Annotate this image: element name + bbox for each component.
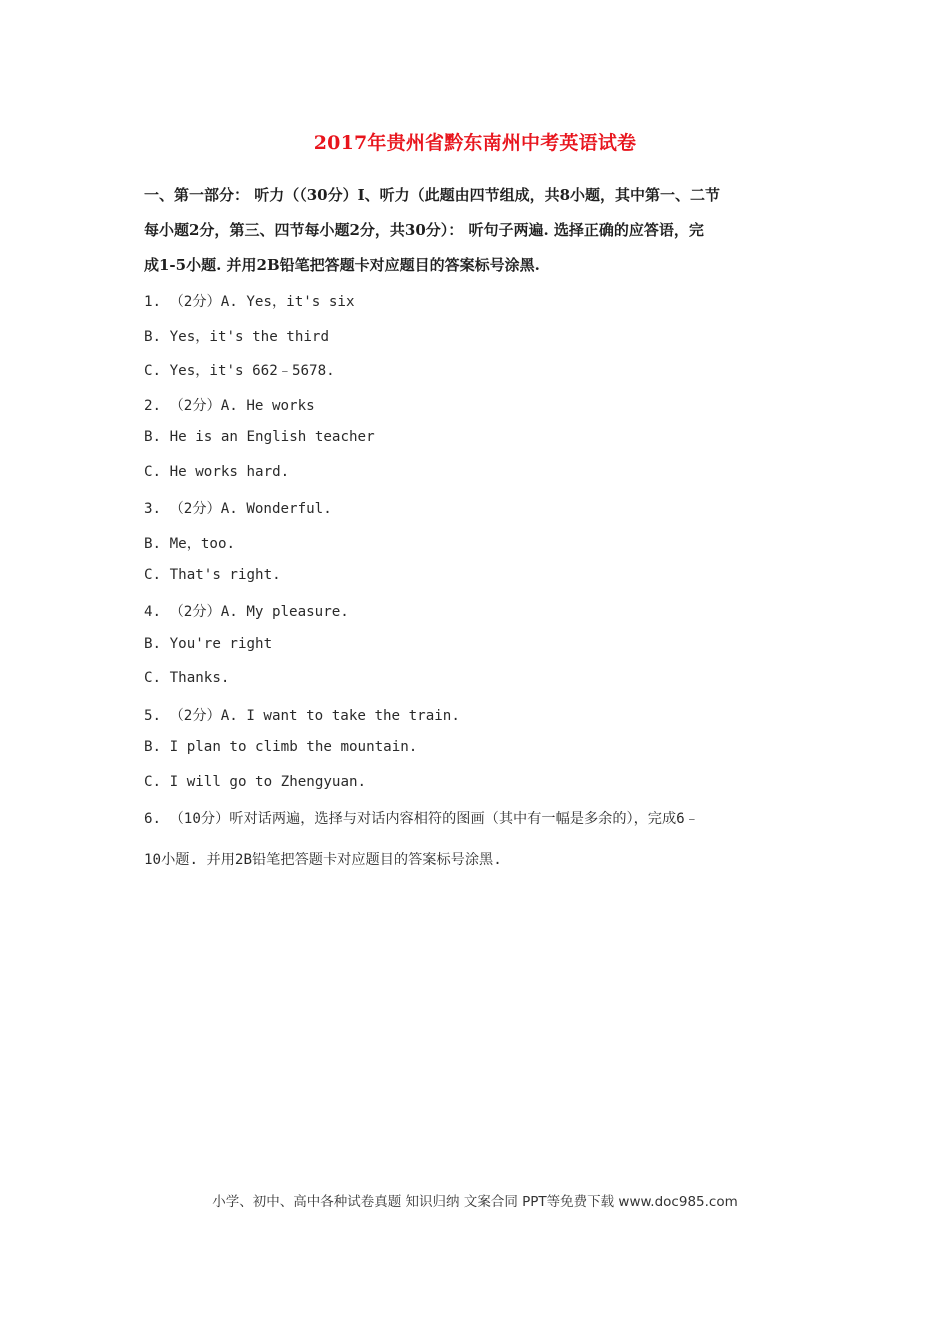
question-5-option-b: B. I plan to climb the mountain. (144, 739, 418, 755)
question-2-option-a: 2. （2分）A. He works (144, 398, 315, 414)
question-3-option-a: 3. （2分）A. Wonderful. (144, 501, 332, 517)
question-2-option-c: C. He works hard. (144, 464, 290, 480)
question-4-option-b: B. You're right (144, 636, 273, 652)
section-heading-line-2: 每小题2分，第三、四节每小题2分，共30分）： 听句子两遍. 选择正确的应答语，完 (144, 221, 704, 239)
page-footer: 小学、初中、高中各种试卷真题 知识归纳 文案合同 PPT等免费下载 www.doc985.com (212, 1194, 738, 1210)
question-1-option-a: 1. （2分）A. Yes，it's six (144, 294, 355, 310)
page-title: 2017年贵州省黔东南州中考英语试卷 (313, 132, 637, 154)
question-3-option-b: B. Me，too. (144, 536, 236, 552)
question-4-option-a: 4. （2分）A. My pleasure. (144, 604, 349, 620)
question-3-option-c: C. That's right. (144, 567, 281, 583)
question-5-option-a: 5. （2分）A. I want to take the train. (144, 708, 460, 724)
question-2-option-b: B. He is an English teacher (144, 429, 375, 445)
question-1-option-c: C. Yes，it's 662﹣5678. (144, 363, 335, 379)
question-6-instruction-line-1: 6. （10分）听对话两遍，选择与对话内容相符的图画（其中有一幅是多余的），完成6﹣ (144, 811, 699, 827)
question-5-option-c: C. I will go to Zhengyuan. (144, 774, 367, 790)
section-heading-line-1: 一、第一部分： 听力（（30分）I、听力（此题由四节组成，共8小题，其中第一、二节 (144, 186, 721, 204)
question-4-option-c: C. Thanks. (144, 670, 230, 686)
question-6-instruction-line-2: 10小题. 并用2B铅笔把答题卡对应题目的答案标号涂黑. (144, 852, 502, 868)
section-heading-line-3: 成1-5小题. 并用2B铅笔把答题卡对应题目的答案标号涂黑. (144, 256, 540, 274)
question-1-option-b: B. Yes，it's the third (144, 329, 330, 345)
